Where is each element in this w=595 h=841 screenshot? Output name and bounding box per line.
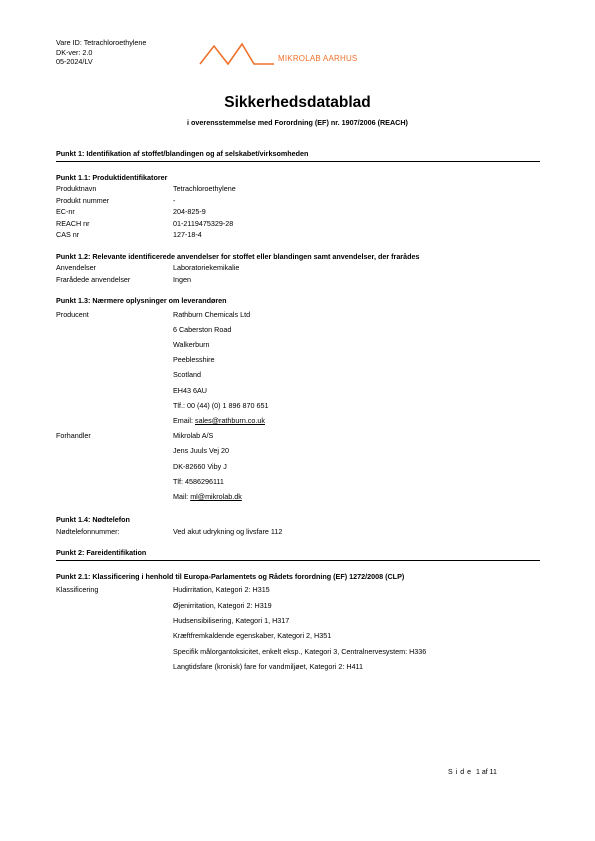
field-value: 127-18-4 — [173, 230, 202, 239]
contact-lines — [173, 307, 540, 429]
address-line: Walkerburn — [173, 339, 210, 349]
producent-email-link[interactable]: sales@rathburn.co.uk — [194, 415, 265, 425]
address-line: DK-82660 Viby J — [173, 461, 227, 471]
logo-text: MIKROLAB AARHUS — [278, 54, 358, 63]
field-label: EC-nr — [56, 207, 75, 216]
contact-lines — [173, 428, 540, 504]
subsection-heading-2-1: Punkt 2.1: Klassificering i henhold til Europa-Parlamentets og Rådets forordning (EF) 1272/2008 (CLP) — [56, 571, 405, 581]
field-row-produkt-nummer — [56, 195, 540, 207]
address-line: 6 Caberston Road — [173, 324, 232, 334]
field-label: Anvendelser — [56, 263, 96, 272]
meta-date: 05-2024/LV — [56, 57, 93, 67]
field-row-reach-nr — [56, 218, 540, 230]
phone-line: Tlf.: 00 (44) (0) 1 896 870 651 — [173, 400, 269, 410]
field-row-frarådede-anvendelser — [56, 274, 540, 286]
page-current: 1 — [475, 769, 480, 776]
field-row-cas-nr — [56, 229, 540, 241]
field-value: 204-825-9 — [173, 207, 206, 216]
contact-producent — [56, 307, 540, 429]
section-heading-punkt-1: Punkt 1: Identifikation af stoffet/blandingen og af selskabet/virksomheden — [56, 148, 540, 162]
subsection-heading-1-1: Punkt 1.1: Produktidentifikatorer — [56, 172, 168, 182]
field-label: CAS nr — [56, 230, 80, 239]
classification-block — [56, 582, 540, 674]
field-value: Tetrachloroethylene — [173, 184, 236, 193]
field-label: REACH nr — [56, 218, 90, 228]
page-word: Side — [448, 769, 475, 776]
field-row-ec-nr — [56, 206, 540, 218]
field-value: Laboratoriekemikalie — [173, 263, 240, 272]
page-subtitle: i overensstemmelse med Forordning (EF) nr. 1907/2006 (REACH) — [187, 118, 408, 127]
page-total: 11 — [489, 769, 497, 776]
classification-item: Specifik målorgantoksicitet, enkelt eksp., Kategori 3, Centralnervesystem: H336 — [173, 646, 427, 656]
classification-list — [173, 582, 540, 674]
page-title: Sikkerhedsdatablad — [224, 94, 371, 111]
field-label: Forhandler — [56, 431, 91, 441]
address-line: Rathburn Chemicals Ltd — [173, 309, 251, 319]
field-value: Ved akut udrykning og livsfare 112 — [173, 526, 283, 536]
classification-item: Øjenirritation, Kategori 2: H319 — [173, 600, 272, 610]
document-meta — [56, 38, 146, 67]
subsection-heading-1-3: Punkt 1.3: Nærmere oplysninger om leverandøren — [56, 296, 227, 305]
phone-line: Tlf: 4586296111 — [173, 476, 224, 486]
subsection-heading-1-4: Punkt 1.4: Nødtelefon — [56, 515, 130, 525]
page-of: af — [481, 769, 488, 776]
section-heading-punkt-2: Punkt 2: Fareidentifikation — [56, 547, 540, 561]
address-line: Peeblesshire — [173, 355, 215, 365]
email-prefix: Mail: — [173, 491, 191, 501]
address-line: Mikrolab A/S — [173, 431, 214, 441]
field-label: Nødtelefonnummer: — [56, 526, 120, 536]
email-line — [173, 413, 540, 428]
field-value: 01-2119475329-28 — [173, 218, 234, 228]
field-row-produktnavn — [56, 183, 540, 195]
field-label: Produkt nummer — [56, 195, 110, 205]
classification-item: Hudsensibilisering, Kategori 1, H317 — [173, 615, 290, 625]
classification-item: Hudirritation, Kategori 2: H315 — [173, 585, 270, 595]
forhandler-email-link[interactable]: ml@mikrolab.dk — [190, 491, 242, 501]
classification-item: Langtidsfare (kronisk) fare for vandmiljøet, Kategori 2: H411 — [173, 662, 364, 672]
company-logo — [198, 40, 378, 70]
address-line: EH43 6AU — [173, 385, 207, 395]
page-number — [448, 769, 497, 776]
field-value: - — [173, 195, 176, 205]
field-value: Ingen — [173, 274, 191, 284]
address-line: Jens Juuls Vej 20 — [173, 446, 229, 456]
classification-item: Kræftfremkaldende egenskaber, Kategori 2, H351 — [173, 631, 332, 641]
subsection-heading-1-2: Punkt 1.2: Relevante identificerede anvendelser for stoffet eller blandingen samt anvendelser, der frarådes — [56, 251, 420, 261]
field-label: Producent — [56, 309, 89, 319]
email-prefix: Email: — [173, 415, 195, 425]
field-label: Produktnavn — [56, 184, 97, 193]
address-line: Scotland — [173, 370, 201, 380]
email-line — [173, 489, 540, 504]
field-label: Frarådede anvendelser — [56, 274, 131, 284]
document-body — [56, 148, 540, 675]
field-row-anvendelser — [56, 262, 540, 274]
logo-mark-icon — [198, 40, 278, 70]
contact-forhandler — [56, 428, 540, 504]
field-row-nødtelefon — [56, 526, 540, 538]
meta-version: DK-ver: 2.0 — [56, 47, 93, 57]
field-label: Klassificering — [56, 585, 99, 595]
meta-product-id: Vare ID: Tetrachloroethylene — [56, 38, 147, 47]
